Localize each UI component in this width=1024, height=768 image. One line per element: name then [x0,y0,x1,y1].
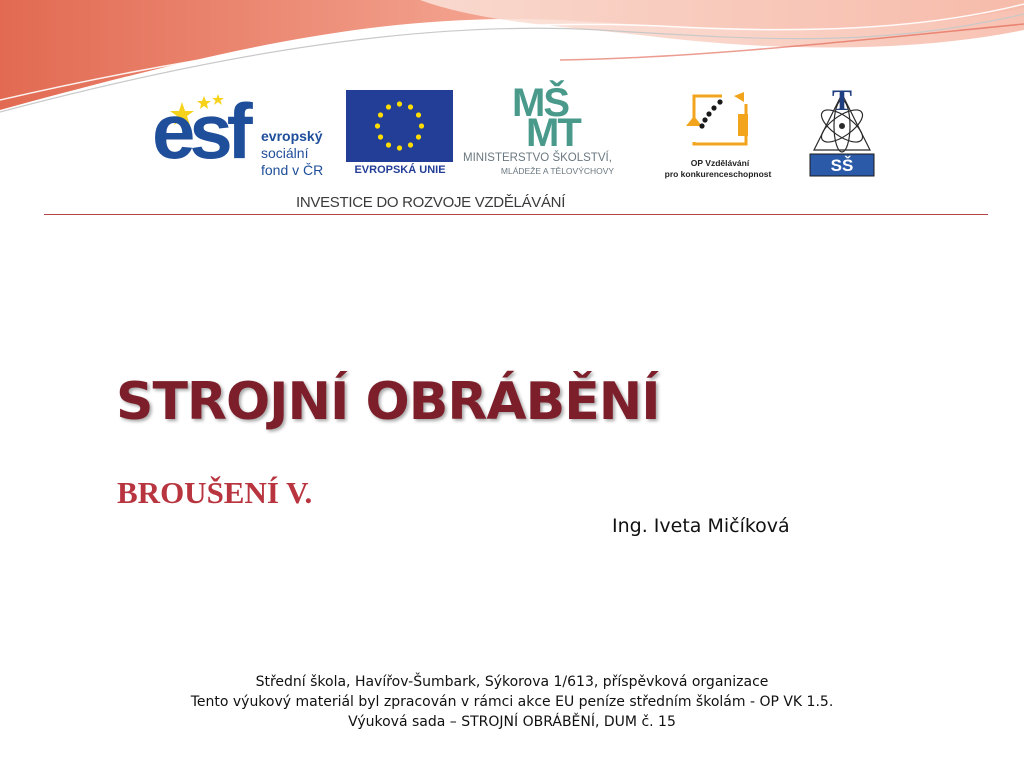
footer-line-school: Střední škola, Havířov-Šumbark, Sýkorova 1/613, příspěvková organizace [255,674,769,690]
school-logo-bottom-letters: SŠ [830,156,854,175]
msmt-mark-top: MŠ [512,81,568,125]
eu-label: EVROPSKÁ UNIE [354,164,446,176]
footer-line-project: Tento výukový materiál byl zpracován v rámci akce EU peníze středním školám - OP VK 1.5. [190,694,834,710]
author-name: Ing. Iveta Mičíková [612,515,790,537]
footer-line-set: Výuková sada – STROJNÍ OBRÁBĚNÍ, DUM č. 15 [348,714,676,730]
slide-title: STROJNÍ OBRÁBĚNÍ [116,372,660,432]
esf-caption-line3: fond v ČR [261,162,324,178]
op-caption-line1: OP Vzdělávání [690,158,750,168]
logo-bar [0,0,1024,215]
esf-caption-line1: evropský [261,128,323,144]
msmt-mark [512,81,580,155]
header-divider [44,214,988,215]
msmt-caption-line1: MINISTERSTVO ŠKOLSTVÍ, [463,152,612,164]
footer-info [0,672,1024,732]
slide-subtitle: BROUŠENÍ V. [117,475,313,510]
esf-caption [261,128,323,179]
eu-flag-icon [346,90,453,162]
msmt-caption-line2: MLÁDEŽE A TĚLOVÝCHOVY [500,166,615,176]
op-cycle-icon [682,92,758,156]
op-caption-line2: pro konkurenceschopnost [664,169,772,179]
msmt-mark-bottom: MT [526,111,580,155]
esf-mark: esf [152,87,247,175]
investice-banner: INVESTICE DO ROZVOJE VZDĚLÁVÁNÍ [296,194,566,211]
school-logo-top-letters: T [831,84,852,117]
esf-caption-line2: sociální [261,145,309,161]
